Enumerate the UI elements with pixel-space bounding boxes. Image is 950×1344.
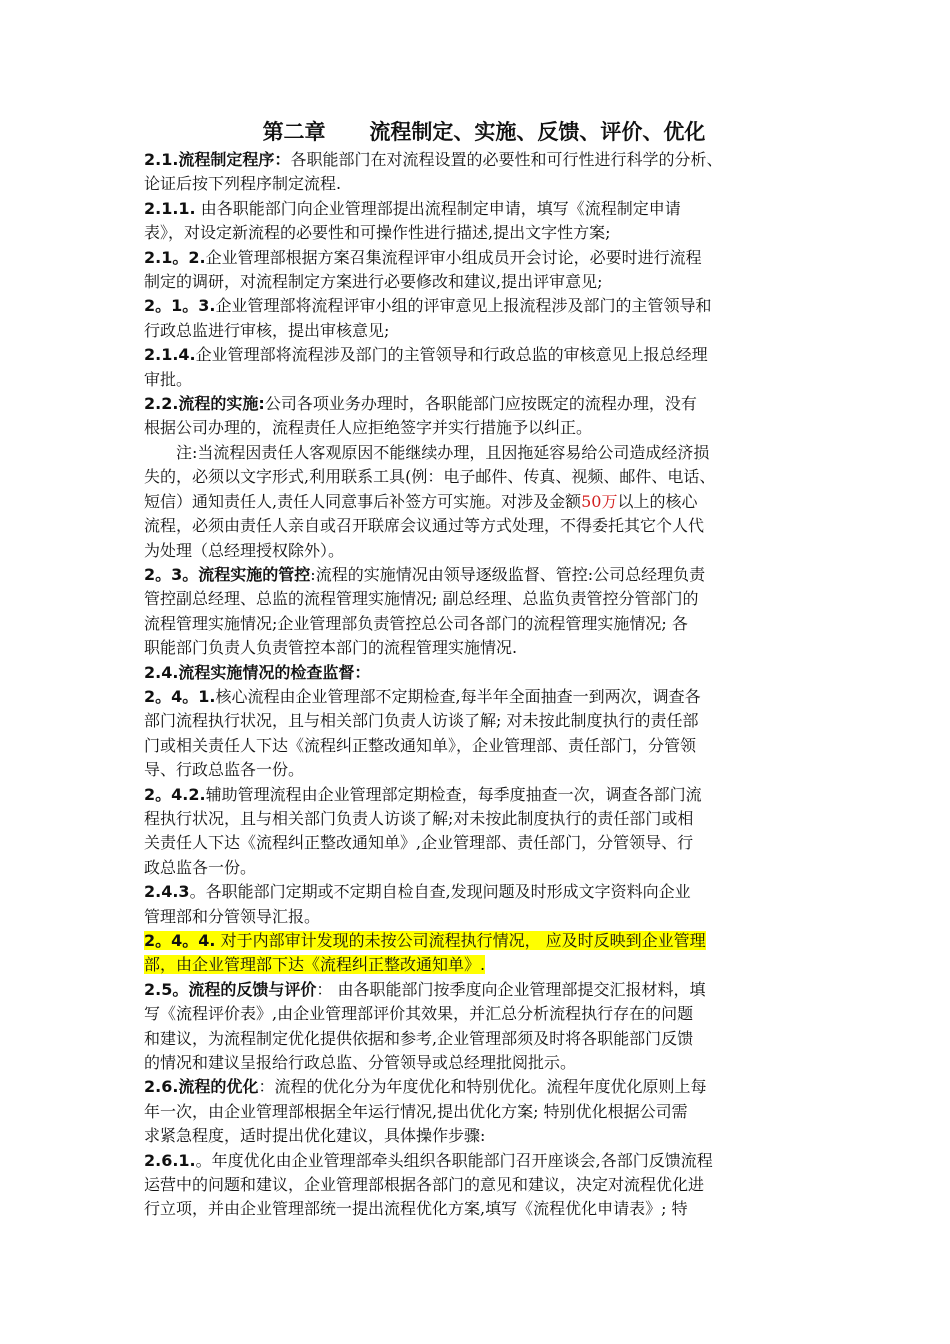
section-number: 2.6. xyxy=(144,1077,179,1097)
section-number: 2.4.3 xyxy=(144,882,190,902)
section-text: 由各职能部门向企业管理部提出流程制定申请，填写《流程制定申请 xyxy=(195,198,681,218)
section-number: 2。1。3. xyxy=(144,296,216,316)
section-text: 导、行政总监各一份。 xyxy=(144,760,305,780)
document-body xyxy=(144,118,824,1222)
highlighted-text: 对于内部审计发现的未按公司流程执行情况 xyxy=(215,931,525,950)
section-text: 的情况和建议呈报给行政总监、分管领导或总经理批阅批示。 xyxy=(144,1053,577,1073)
section-text: 行立项，并由企业管理部统一提出流程优化方案,填写《流程优化申请表》; 特 xyxy=(144,1199,688,1219)
section-text: 写《流程评价表》,由企业管理部评价其效果，并汇总分析流程执行存在的问题 xyxy=(144,1004,694,1024)
section-text: ： 由各职能部门按季度向企业管理部提交汇报材料，填 xyxy=(316,979,706,999)
section-2-4 xyxy=(144,661,824,685)
section-text: 和建议，为流程制定优化提供依据和参考,企业管理部须及时将各职能部门反馈 xyxy=(144,1028,694,1048)
section-text: 管理部和分管领导汇报。 xyxy=(144,906,321,926)
note-text: 短信）通知责任人,责任人同意事后补签方可实施。对涉及金额 xyxy=(144,491,582,511)
section-number: 2.4. xyxy=(144,662,179,682)
section-number: 2。4.2. xyxy=(144,784,206,804)
section-2-2 xyxy=(144,392,824,441)
section-number: 2.1。2. xyxy=(144,247,206,267)
section-2-6-1 xyxy=(144,1149,824,1222)
section-text: 制定的调研，对流程制定方案进行必要修改和建议,提出评审意见; xyxy=(144,272,603,292)
section-text: 程执行状况，且与相关部门负责人访谈了解;对未按此制度执行的责任部门或相 xyxy=(144,808,694,828)
section-text: 企业管理部根据方案召集流程评审小组成员开会讨论，必要时进行流程 xyxy=(205,247,702,267)
section-text: 管控副总经理、总监的流程管理实施情况; 副总经理、总监负责管控分管部门的 xyxy=(144,589,699,609)
section-heading: 流程实施情况的检查监督： xyxy=(178,662,371,682)
section-text: 行政总监进行审核，提出审核意见; xyxy=(144,320,390,340)
section-text: 运营中的问题和建议，企业管理部根据各部门的意见和建议，决定对流程优化进 xyxy=(144,1175,705,1195)
section-number: 2。3。 xyxy=(144,564,199,584)
section-heading: 流程实施的管控 xyxy=(198,564,311,584)
section-text: ：流程的优化分为年度优化和特别优化。流程年度优化原则上每 xyxy=(258,1077,707,1097)
section-text: 。各职能部门定期或不定期自检自查,发现问题及时形成文字资料向企业 xyxy=(189,882,691,902)
section-text: 核心流程由企业管理部不定期检查,每半年全面抽查一到两次，调查各 xyxy=(215,686,701,706)
section-text: 职能部门负责人负责管控本部门的流程管理实施情况. xyxy=(144,638,518,658)
section-text: 年一次，由企业管理部根据全年运行情况,提出优化方案; 特别优化根据公司需 xyxy=(144,1101,688,1121)
section-text: :流程的实施情况由领导逐级监督、管控:公司总经理负责 xyxy=(310,564,706,584)
section-text: 论证后按下列程序制定流程. xyxy=(144,174,342,194)
section-text: 部门流程执行状况，且与相关部门负责人访谈了解; 对未按此制度执行的责任部 xyxy=(144,711,699,731)
note-text: 以上的核心 xyxy=(617,491,698,511)
section-2-1-2 xyxy=(144,246,824,295)
section-heading: 流程的实施: xyxy=(178,394,265,414)
note-text: 失的，必须以文字形式,利用联系工具(例：电子邮件、传真、视频、邮件、电话、 xyxy=(144,467,716,487)
section-number: 2.1.4. xyxy=(144,345,196,365)
note-text: 注:当流程因责任人客观原因不能继续办理，且因拖延容易给公司造成经济损 xyxy=(176,442,710,462)
section-number: 2.1.1. xyxy=(144,198,196,218)
section-text: 企业管理部将流程涉及部门的主管领导和行政总监的审核意见上报总经理 xyxy=(195,345,708,365)
section-text: 政总监各一份。 xyxy=(144,857,257,877)
section-2-3 xyxy=(144,563,824,661)
section-text: 表》，对设定新流程的必要性和可操作性进行描述,提出文字性方案; xyxy=(144,223,611,243)
section-2-1-1 xyxy=(144,197,824,246)
highlighted-text: ， 应及时反映到企业管理 xyxy=(524,931,706,950)
section-number: 2.6.1. xyxy=(144,1150,196,1170)
section-2-1-3 xyxy=(144,294,824,343)
section-2-1 xyxy=(144,148,824,197)
section-2-4-2 xyxy=(144,783,824,881)
section-text: 。年度优化由企业管理部牵头组织各职能部门召开座谈会,各部门反馈流程 xyxy=(195,1150,713,1170)
section-2-4-4 xyxy=(144,929,824,978)
note-text: 流程，必须由责任人亲自或召开联席会议通过等方式处理，不得委托其它个人代 xyxy=(144,516,705,536)
section-2-4-3 xyxy=(144,880,824,929)
section-text: 根据公司办理的，流程责任人应拒绝签字并实行措施予以纠正。 xyxy=(144,418,593,438)
section-2-1-4 xyxy=(144,343,824,392)
section-text: 审批。 xyxy=(144,369,193,389)
section-text: 辅助管理流程由企业管理部定期检查，每季度抽查一次，调查各部门流 xyxy=(205,784,702,804)
highlighted-text: 部，由企业管理部下达《流程纠正整改通知单》. xyxy=(144,955,486,975)
section-number: 2。4。1. xyxy=(144,686,216,706)
section-number: 2。4。4. xyxy=(144,931,216,950)
amount-highlight: 50万 xyxy=(581,491,618,511)
section-text: 流程管理实施情况;企业管理部负责管控总公司各部门的流程管理实施情况; 各 xyxy=(144,613,688,633)
section-2-5 xyxy=(144,978,824,1076)
section-heading: 流程的反馈与评价 xyxy=(188,979,317,999)
section-text: 门或相关责任人下达《流程纠正整改通知单》，企业管理部、责任部门，分管领 xyxy=(144,735,697,755)
note-paragraph xyxy=(144,441,824,563)
section-number: 2.2. xyxy=(144,394,179,414)
section-2-6 xyxy=(144,1075,824,1148)
section-number: 2.1. xyxy=(144,150,179,169)
section-text: 关责任人下达《流程纠正整改通知单》,企业管理部、责任部门，分管领导、行 xyxy=(144,833,694,853)
section-2-4-1 xyxy=(144,685,824,783)
section-text: 求紧急程度，适时提出优化建议，具体操作步骤: xyxy=(144,1126,486,1146)
note-text: 为处理（总经理授权除外）。 xyxy=(144,540,345,560)
section-text: 各职能部门在对流程设置的必要性和可行性进行科学的分析、 xyxy=(290,150,723,169)
section-text: 企业管理部将流程评审小组的评审意见上报流程涉及部门的主管领导和 xyxy=(215,296,712,316)
section-text: 公司各项业务办理时，各职能部门应按既定的流程办理，没有 xyxy=(264,394,697,414)
chapter-title: 第二章 流程制定、实施、反馈、评价、优化 xyxy=(262,120,706,144)
section-number: 2.5。 xyxy=(144,979,189,999)
section-heading: 流程制定程序： xyxy=(178,150,291,169)
section-heading: 流程的优化 xyxy=(178,1077,259,1097)
